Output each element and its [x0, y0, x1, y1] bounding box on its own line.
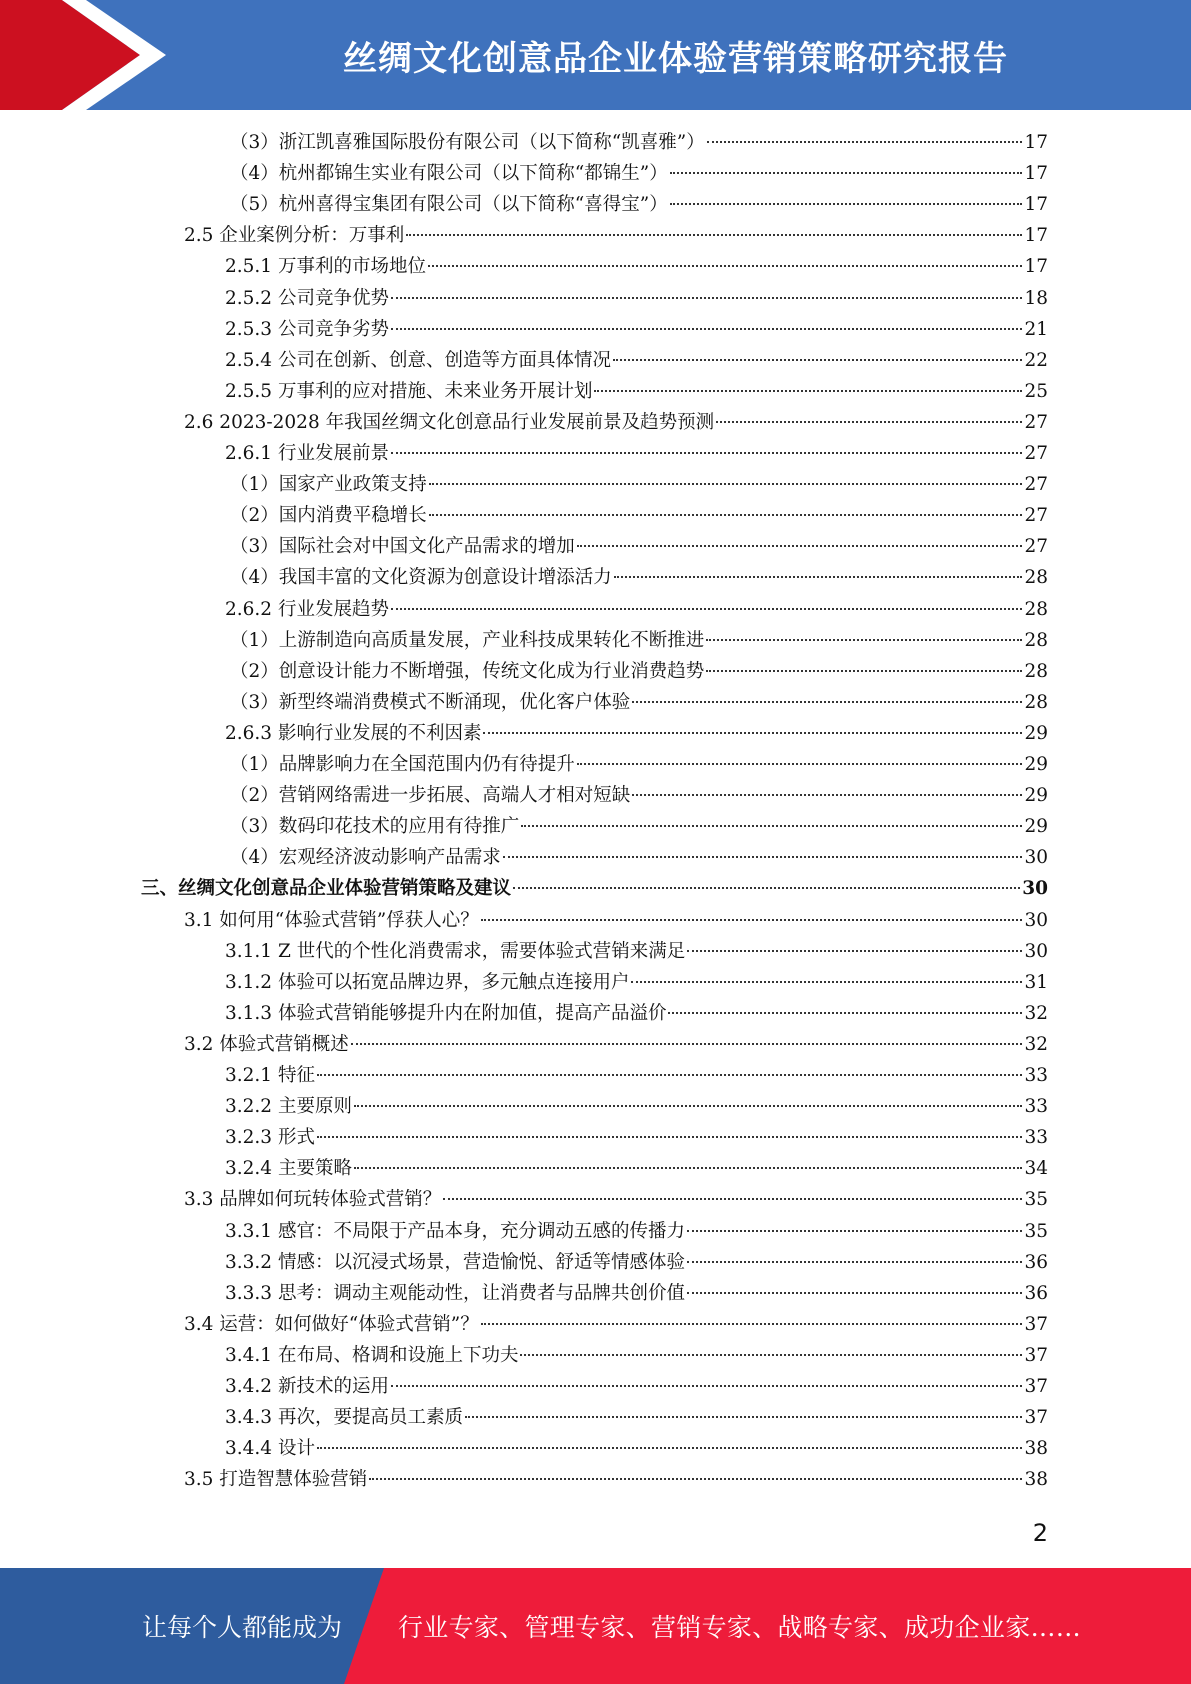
toc-entry-page: 17	[1024, 256, 1048, 278]
page-footer	[0, 1568, 1191, 1684]
toc-entry-page: 29	[1024, 785, 1048, 807]
toc-entry[interactable]	[0, 1060, 1048, 1091]
toc-dot-leader	[577, 545, 1023, 547]
toc-entry-page: 38	[1024, 1438, 1048, 1460]
toc-entry-page: 33	[1024, 1127, 1048, 1149]
toc-entry-title: 3.2 体验式营销概述	[184, 1033, 349, 1055]
toc-dot-leader	[443, 1198, 1022, 1200]
toc-entry[interactable]	[0, 1371, 1048, 1402]
toc-entry-title: 3.2.3 形式	[225, 1127, 315, 1149]
toc-dot-leader	[632, 794, 1022, 796]
toc-entry-page: 31	[1024, 971, 1048, 993]
toc-entry[interactable]	[0, 718, 1048, 749]
toc-dot-leader	[465, 1416, 1022, 1418]
toc-dot-leader	[483, 732, 1022, 734]
toc-entry-title: 3.5 打造智慧体验营销	[184, 1469, 368, 1491]
toc-entry-page: 34	[1024, 1158, 1048, 1180]
toc-entry-title: 3.3.3 思考：调动主观能动性，让消费者与品牌共创价值	[225, 1282, 685, 1304]
toc-dot-leader	[354, 1167, 1023, 1169]
toc-entry-title: 2.6.1 行业发展前景	[225, 443, 389, 464]
toc-entry[interactable]	[0, 314, 1048, 345]
toc-entry[interactable]	[0, 407, 1048, 438]
toc-entry-title: （1）国家产业政策支持	[230, 474, 427, 496]
toc-entry-title: （2）营销网络需进一步拓展、高端人才相对短缺	[230, 785, 631, 807]
toc-entry-title: 3.2.1 特征	[225, 1065, 315, 1086]
page-header	[0, 0, 1191, 110]
toc-entry-page: 27	[1024, 443, 1048, 464]
toc-entry-page: 38	[1024, 1469, 1048, 1491]
toc-entry[interactable]	[0, 376, 1048, 407]
toc-dot-leader	[520, 1354, 1022, 1356]
toc-dot-leader	[687, 1292, 1022, 1294]
toc-dot-leader	[521, 825, 1022, 827]
toc-entry-title: （5）杭州喜得宝集团有限公司（以下简称“喜得宝”）	[230, 194, 668, 216]
toc-entry-title: 3.1.3 体验式营销能够提升内在附加值，提高产品溢价	[225, 1002, 667, 1024]
toc-dot-leader	[351, 1043, 1023, 1045]
toc-entry-title: 2.6.2 行业发展趋势	[225, 598, 389, 620]
toc-dot-leader	[706, 639, 1022, 641]
toc-entry-title: 3.2.2 主要原则	[225, 1096, 352, 1118]
toc-entry-page: 32	[1024, 1002, 1048, 1024]
toc-entry-page: 28	[1024, 660, 1048, 682]
toc-entry[interactable]	[0, 1340, 1048, 1371]
toc-entry-page: 18	[1024, 287, 1048, 309]
toc-entry[interactable]	[0, 687, 1048, 718]
toc-entry[interactable]	[0, 842, 1048, 873]
toc-entry-title: （2）创意设计能力不断增强，传统文化成为行业消费趋势	[230, 660, 705, 682]
toc-entry-title: 三、丝绸文化创意品企业体验营销策略及建议	[141, 878, 512, 900]
toc-entry[interactable]	[0, 251, 1048, 282]
toc-entry-title: （1）品牌影响力在全国范围内仍有待提升	[230, 754, 575, 775]
toc-entry[interactable]	[0, 811, 1048, 842]
toc-entry[interactable]	[0, 594, 1048, 625]
toc-entry[interactable]	[0, 1153, 1048, 1184]
toc-entry-page: 17	[1024, 132, 1048, 153]
toc-entry-page: 37	[1024, 1376, 1048, 1397]
toc-entry-title: 3.4.1 在布局、格调和设施上下功夫	[225, 1344, 519, 1366]
toc-dot-leader	[670, 203, 1023, 205]
toc-entry[interactable]	[0, 749, 1048, 780]
toc-entry-page: 35	[1024, 1189, 1048, 1211]
toc-entry[interactable]	[0, 967, 1048, 998]
toc-entry-page: 37	[1024, 1407, 1048, 1429]
toc-entry-page: 35	[1024, 1220, 1048, 1242]
toc-entry-page: 27	[1024, 474, 1048, 496]
toc-entry-title: （3）国际社会对中国文化产品需求的增加	[230, 536, 575, 558]
toc-entry-title: （4）我国丰富的文化资源为创意设计增添活力	[230, 567, 612, 589]
toc-entry-page: 37	[1024, 1344, 1048, 1366]
toc-entry[interactable]	[0, 905, 1048, 936]
toc-entry[interactable]	[0, 780, 1048, 811]
toc-entry[interactable]	[0, 220, 1048, 251]
toc-entry[interactable]	[0, 500, 1048, 531]
footer-slogan-left: 让每个人都能成为	[142, 1613, 343, 1642]
toc-entry-page: 30	[1024, 940, 1048, 962]
toc-entry[interactable]	[0, 1309, 1048, 1340]
toc-entry-title: 3.1.2 体验可以拓宽品牌边界，多元触点连接用户	[225, 971, 630, 993]
toc-dot-leader	[391, 1385, 1022, 1387]
toc-entry-page: 25	[1024, 380, 1048, 402]
report-title: 丝绸文化创意品企业体验营销策略研究报告	[343, 38, 1008, 79]
toc-entry[interactable]	[0, 998, 1048, 1029]
toc-dot-leader	[631, 981, 1022, 983]
toc-entry[interactable]	[0, 438, 1048, 469]
toc-entry-page: 28	[1024, 567, 1048, 589]
toc-entry-title: （3）浙江凯喜雅国际股份有限公司（以下简称“凯喜雅”）	[230, 132, 705, 153]
toc-entry-page: 30	[1024, 909, 1048, 931]
toc-entry-page: 17	[1024, 194, 1048, 216]
toc-entry-page: 36	[1024, 1282, 1048, 1304]
toc-entry-page: 32	[1024, 1033, 1048, 1055]
toc-entry-title: 3.4.4 设计	[225, 1438, 315, 1460]
toc-dot-leader	[391, 328, 1022, 330]
toc-entry[interactable]	[0, 1122, 1048, 1153]
toc-entry-page: 33	[1024, 1096, 1048, 1118]
toc-entry-page: 27	[1024, 505, 1048, 527]
toc-dot-leader	[513, 887, 1020, 889]
toc-entry-page: 28	[1024, 691, 1048, 713]
toc-entry-title: 2.5.3 公司竞争劣势	[225, 318, 389, 340]
toc-entry[interactable]	[0, 345, 1048, 376]
toc-entry-page: 17	[1024, 163, 1048, 185]
toc-dot-leader	[670, 172, 1023, 174]
toc-dot-leader	[391, 452, 1022, 454]
toc-entry-page: 27	[1024, 411, 1048, 433]
toc-dot-leader	[707, 141, 1023, 143]
toc-dot-leader	[391, 608, 1022, 610]
toc-entry-title: （2）国内消费平稳增长	[230, 505, 427, 527]
toc-entry-title: 2.5.2 公司竞争优势	[225, 287, 389, 309]
toc-dot-leader	[632, 701, 1022, 703]
toc-entry-title: 2.6 2023-2028 年我国丝绸文化创意品行业发展前景及趋势预测	[184, 411, 715, 433]
toc-entry[interactable]	[0, 469, 1048, 500]
toc-dot-leader	[594, 390, 1022, 392]
toc-dot-leader	[428, 265, 1022, 267]
toc-entry[interactable]	[0, 189, 1048, 220]
toc-dot-leader	[429, 483, 1023, 485]
toc-dot-leader	[429, 514, 1023, 516]
toc-entry-title: 3.4.3 再次，要提高员工素质	[225, 1407, 463, 1429]
toc-entry-page: 29	[1024, 816, 1048, 838]
toc-dot-leader	[369, 1478, 1022, 1480]
toc-entry[interactable]	[0, 1402, 1048, 1433]
toc-dot-leader	[317, 1136, 1023, 1138]
toc-entry-title: 3.2.4 主要策略	[225, 1158, 352, 1180]
toc-entry-title: 3.1 如何用“体验式营销”俘获人心？	[184, 909, 479, 931]
toc-entry-title: （3）新型终端消费模式不断涌现，优化客户体验	[230, 691, 631, 713]
toc-entry[interactable]	[0, 158, 1048, 189]
toc-entry-title: 3.3.1 感官：不局限于产品本身，充分调动五感的传播力	[225, 1220, 685, 1242]
toc-entry[interactable]	[0, 1091, 1048, 1122]
toc-entry-title: （4）杭州都锦生实业有限公司（以下简称“都锦生”）	[230, 163, 668, 185]
toc-entry-title: 3.4 运营：如何做好“体验式营销”？	[184, 1313, 479, 1335]
toc-entry-title: （3）数码印花技术的应用有待推广	[230, 816, 520, 838]
toc-entry[interactable]	[0, 1184, 1048, 1215]
toc-entry-page: 37	[1024, 1313, 1048, 1335]
toc-entry-title: 2.5.5 万事利的应对措施、未来业务开展计划	[225, 380, 593, 402]
toc-entry-page: 28	[1024, 598, 1048, 620]
toc-entry[interactable]	[0, 1278, 1048, 1309]
toc-entry-title: 3.4.2 新技术的运用	[225, 1376, 389, 1397]
toc-entry-page: 17	[1024, 225, 1048, 247]
toc-entry[interactable]	[0, 873, 1048, 904]
toc-entry-title: 3.1.1 Z 世代的个性化消费需求，需要体验式营销来满足	[225, 940, 686, 962]
toc-entry-page: 29	[1024, 754, 1048, 775]
toc-entry-title: 2.5.4 公司在创新、创意、创造等方面具体情况	[225, 349, 611, 371]
toc-entry-title: 3.3 品牌如何玩转体验式营销？	[184, 1189, 442, 1211]
toc-entry-title: 2.6.3 影响行业发展的不利因素	[225, 722, 482, 744]
toc-dot-leader	[687, 1230, 1022, 1232]
toc-dot-leader	[406, 234, 1022, 236]
toc-dot-leader	[668, 1012, 1022, 1014]
toc-entry-page: 33	[1024, 1065, 1048, 1086]
toc-entry-page: 36	[1024, 1251, 1048, 1273]
toc-entry[interactable]	[0, 656, 1048, 687]
toc-entry[interactable]	[0, 1029, 1048, 1060]
toc-dot-leader	[687, 1261, 1022, 1263]
toc-dot-leader	[687, 950, 1022, 952]
toc-entry[interactable]	[0, 127, 1048, 158]
toc-dot-leader	[706, 670, 1022, 672]
toc-dot-leader	[317, 1447, 1023, 1449]
footer-slogan-right: 行业专家、管理专家、营销专家、战略专家、成功企业家……	[398, 1613, 1082, 1642]
toc-entry[interactable]	[0, 1433, 1048, 1464]
toc-entry-title: 3.3.2 情感：以沉浸式场景，营造愉悦、舒适等情感体验	[225, 1251, 685, 1273]
toc-entry[interactable]	[0, 531, 1048, 562]
toc-dot-leader	[613, 359, 1022, 361]
page-number: 2	[1032, 1519, 1048, 1547]
toc-entry-page: 30	[1024, 847, 1048, 869]
toc-dot-leader	[354, 1105, 1023, 1107]
toc-entry-title: （4）宏观经济波动影响产品需求	[230, 847, 501, 869]
toc-dot-leader	[481, 919, 1023, 921]
toc-dot-leader	[577, 763, 1023, 765]
toc-dot-leader	[716, 421, 1022, 423]
toc-dot-leader	[614, 576, 1023, 578]
toc-entry[interactable]	[0, 1247, 1048, 1278]
toc-entry-title: 2.5 企业案例分析：万事利	[184, 225, 405, 247]
toc-dot-leader	[503, 856, 1023, 858]
toc-entry-page: 28	[1024, 629, 1048, 651]
toc-entry[interactable]	[0, 1464, 1048, 1495]
toc-entry-title: 2.5.1 万事利的市场地位	[225, 256, 426, 278]
toc-entry[interactable]	[0, 1216, 1048, 1247]
toc-entry[interactable]	[0, 625, 1048, 656]
toc-dot-leader	[481, 1323, 1023, 1325]
toc-entry[interactable]	[0, 562, 1048, 593]
toc-dot-leader	[391, 297, 1022, 299]
toc-entry-page: 21	[1024, 318, 1048, 340]
toc-dot-leader	[317, 1074, 1023, 1076]
toc-entry-page: 30	[1022, 878, 1048, 900]
toc-entry-page: 22	[1024, 349, 1048, 371]
toc-entry-title: （1）上游制造向高质量发展，产业科技成果转化不断推进	[230, 629, 705, 651]
toc-entry-page: 29	[1024, 722, 1048, 744]
toc-entry-page: 27	[1024, 536, 1048, 558]
toc-entry[interactable]	[0, 936, 1048, 967]
toc-entry[interactable]	[0, 283, 1048, 314]
